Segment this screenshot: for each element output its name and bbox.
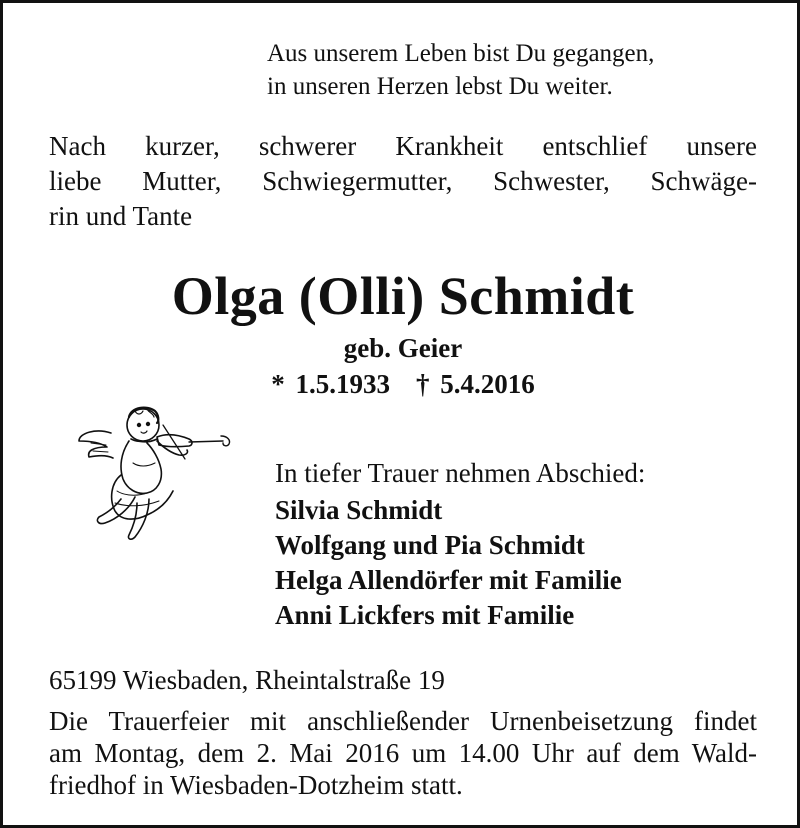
birth-date: * 1.5.1933: [271, 369, 390, 399]
mourners-intro: In tiefer Trauer nehmen Abschied:: [275, 458, 646, 488]
funeral-service-text: [49, 705, 757, 801]
mourner-name: Anni Lickfers mit Familie: [275, 600, 575, 630]
deceased-name: Olga (Olli) Schmidt: [171, 266, 635, 326]
life-dates: [3, 369, 800, 400]
motto-line: Aus unserem Leben bist Du gegangen,: [267, 40, 655, 67]
intro-line: liebe Mutter, Schwiegermutter, Schwester, Schwäge-: [49, 166, 757, 196]
motto-line: in unseren Herzen lebst Du weiter.: [267, 73, 613, 100]
mourner-name: Silvia Schmidt: [275, 495, 443, 525]
mourner-name: Wolfgang und Pia Schmidt: [275, 530, 585, 560]
mourner-name: Helga Allendörfer mit Familie: [275, 565, 622, 595]
intro-line: rin und Tante: [49, 201, 193, 231]
intro-line: Nach kurzer, schwerer Krankheit entschlief unsere: [49, 131, 757, 161]
mourners-list: [275, 493, 622, 633]
maiden-name: geb. Geier: [343, 333, 463, 363]
service-line: Die Trauerfeier mit anschließender Urnenbeisetzung findet: [49, 706, 757, 736]
motto-verse: [267, 37, 654, 103]
service-line: friedhof in Wiesbaden-Dotzheim statt.: [49, 770, 463, 800]
service-line: am Montag, dem 2. Mai 2016 um 14.00 Uhr auf dem Wald-: [49, 738, 757, 768]
intro-text: [49, 129, 757, 234]
death-date: † 5.4.2016: [416, 369, 535, 399]
address: 65199 Wiesbaden, Rheintalstraße 19: [49, 665, 445, 695]
angel-with-violin-icon: [51, 403, 241, 553]
